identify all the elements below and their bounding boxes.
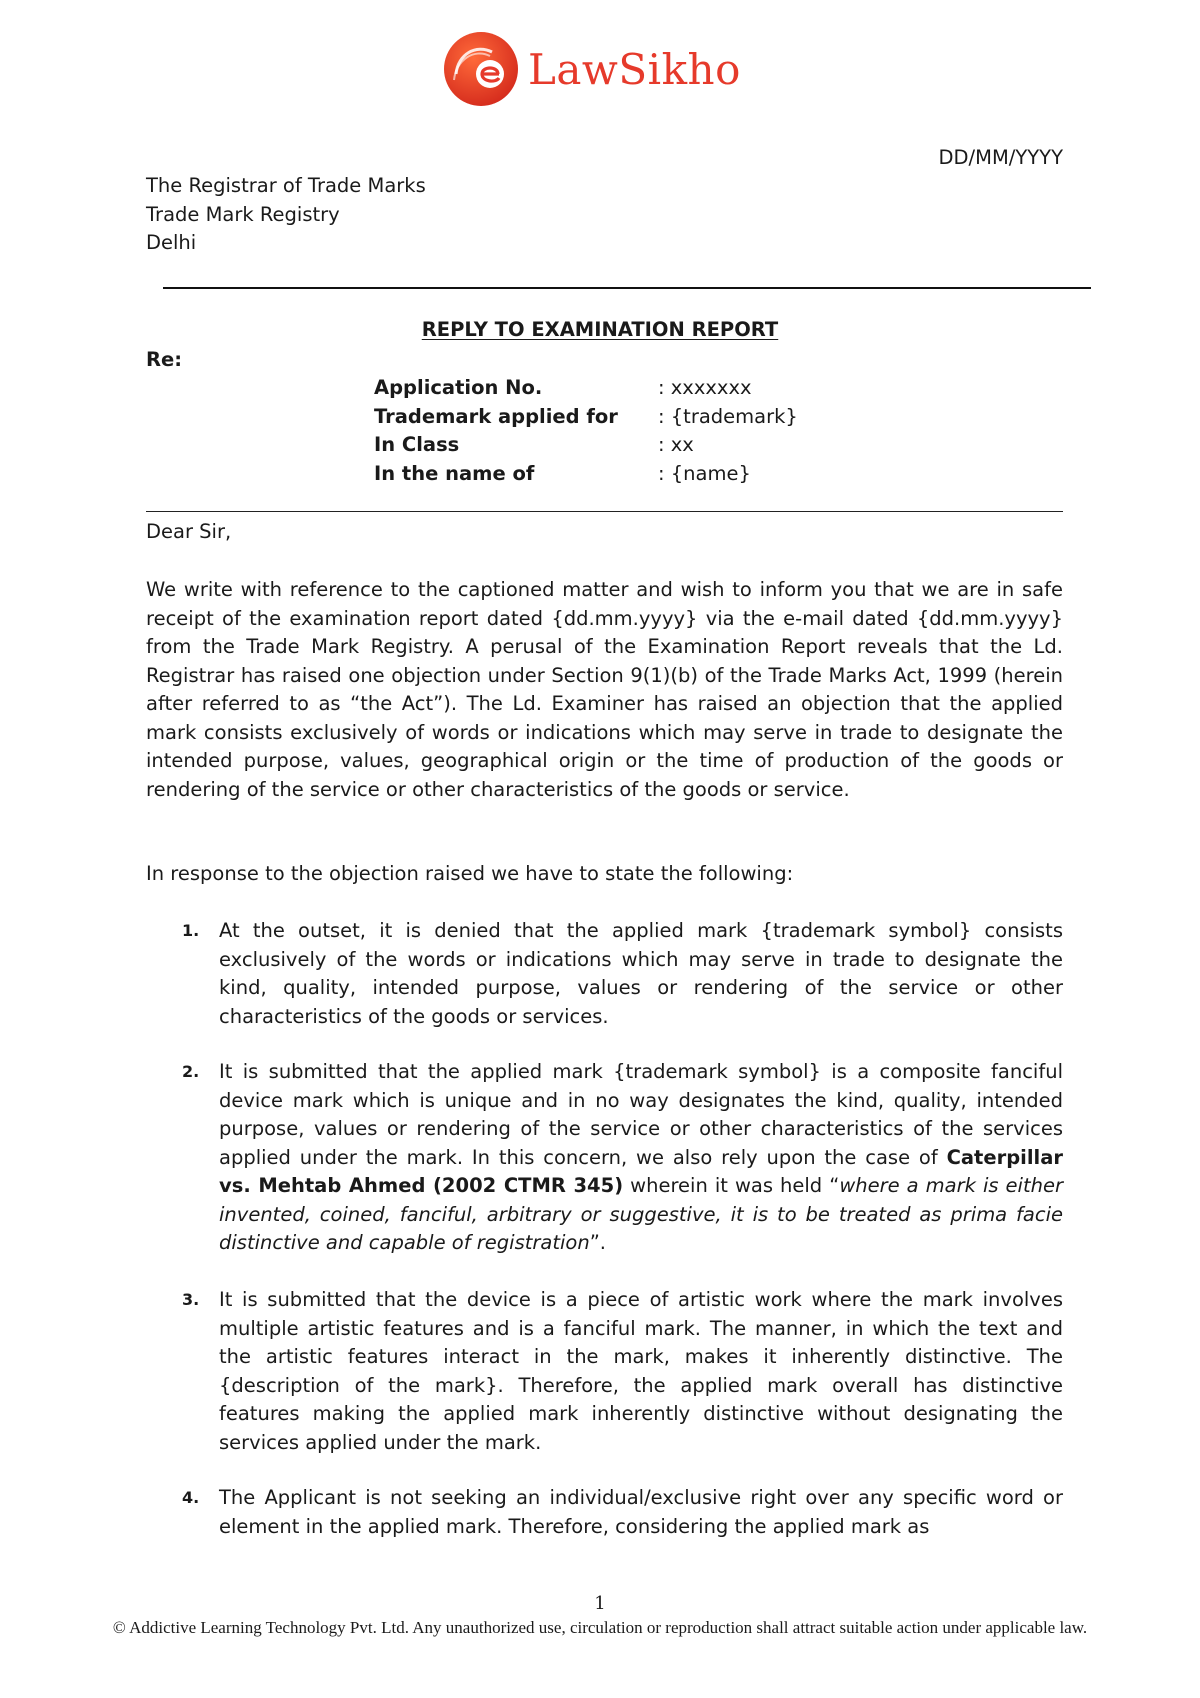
case-quote: where a mark is either invented, coined, fanciful, arbitrary or suggestive, it is to be treated as prima facie distinctive and capable of registration: [219, 1174, 1063, 1254]
list-item-text: The Applicant is not seeking an individual/exclusive right over any specific word or element in the applied mark. Therefore, considering the applied mark as: [219, 1486, 1063, 1538]
address-line: Delhi: [146, 231, 197, 254]
reference-row: [374, 431, 798, 460]
re-label: Re:: [146, 348, 183, 371]
brand-logo: [442, 30, 741, 108]
recipient-address: [146, 172, 426, 258]
reference-value: : xx: [658, 433, 694, 456]
divider: [146, 511, 1063, 512]
reference-row: [374, 374, 798, 403]
list-item-text: [219, 1058, 1063, 1258]
reference-value: : {trademark}: [658, 404, 798, 428]
list-item-text-part: wherein it was held “: [623, 1174, 840, 1197]
reference-value: : xxxxxxx: [658, 376, 752, 399]
list-item: [146, 1058, 1063, 1258]
list-item-text-part: It is submitted that the applied mark {trademark symbol} is a composite fanciful device mark which is unique and in no way designates the kind, quality, intended purpose, values or rendering of the service or other characteristics of the services applied under the mark. In this concern, we also rely upon the case of: [219, 1060, 1063, 1169]
reference-row: [374, 403, 798, 432]
address-line: The Registrar of Trade Marks: [146, 174, 426, 197]
reference-label: Application No.: [374, 376, 543, 399]
page-number: 1: [594, 1593, 606, 1614]
document-heading: REPLY TO EXAMINATION REPORT: [421, 318, 779, 341]
response-paragraph: In response to the objection raised we have to state the following:: [146, 862, 794, 885]
copyright-footer: © Addictive Learning Technology Pvt. Ltd. Any unauthorized use, circulation or reproduction shall attract suitable action under applicable law.: [112, 1618, 1088, 1637]
divider: [163, 287, 1091, 289]
list-item-number: 3.: [182, 1290, 200, 1309]
salutation: Dear Sir,: [146, 520, 232, 543]
list-item-number: 1.: [182, 921, 200, 940]
list-item-number: 4.: [182, 1488, 200, 1507]
case-citation: Caterpillar vs. Mehtab Ahmed (2002 CTMR 345): [219, 1145, 1063, 1197]
list-item: [146, 1484, 1063, 1541]
reference-label: Trademark applied for: [374, 404, 618, 428]
list-item-number: 2.: [182, 1062, 200, 1081]
reference-row: [374, 460, 798, 489]
reference-value: : {name}: [658, 461, 751, 485]
list-item: [146, 917, 1063, 1031]
list-item-text-part: ”.: [589, 1231, 607, 1254]
lawsikho-logo-icon: [442, 30, 520, 108]
list-item: [146, 1286, 1063, 1457]
list-item-text: At the outset, it is denied that the applied mark {trademark symbol} consists exclusively of the words or indications which may serve in trade to designate the kind, quality, intended purpose, values or rendering of the service or other characteristics of the goods or services.: [219, 919, 1063, 1028]
intro-paragraph: We write with reference to the captioned matter and wish to inform you that we are in safe receipt of the examination report dated {dd.mm.yyyy} via the e-mail dated {dd.mm.yyyy} from the Trade Mark Registry. A perusal of the Examination Report reveals that the Ld. Registrar has raised one objection under Section 9(1)(b) of the Trade Marks Act, 1999 (herein after referred to as “the Act”). The Ld. Examiner has raised an objection that the applied mark consists exclusively of words or indications which may serve in trade to designate the intended purpose, values, geographical origin or the time of production of the goods or rendering of the service or other characteristics of the goods or service.: [146, 578, 1063, 801]
reference-label: In Class: [374, 433, 460, 456]
reference-label: In the name of: [374, 461, 535, 485]
letter-date: DD/MM/YYYY: [938, 146, 1063, 169]
reference-table: [374, 374, 798, 488]
brand-name: LawSikho: [528, 44, 741, 94]
list-item-text: It is submitted that the device is a piece of artistic work where the mark involves multiple artistic features and is a fanciful mark. The manner, in which the text and the artistic features interact in the mark, makes it inherently distinctive. The {description of the mark}. Therefore, the applied mark overall has distinctive features making the applied mark inherently distinctive without designating the services applied under the mark.: [219, 1288, 1063, 1454]
address-line: Trade Mark Registry: [146, 202, 340, 226]
